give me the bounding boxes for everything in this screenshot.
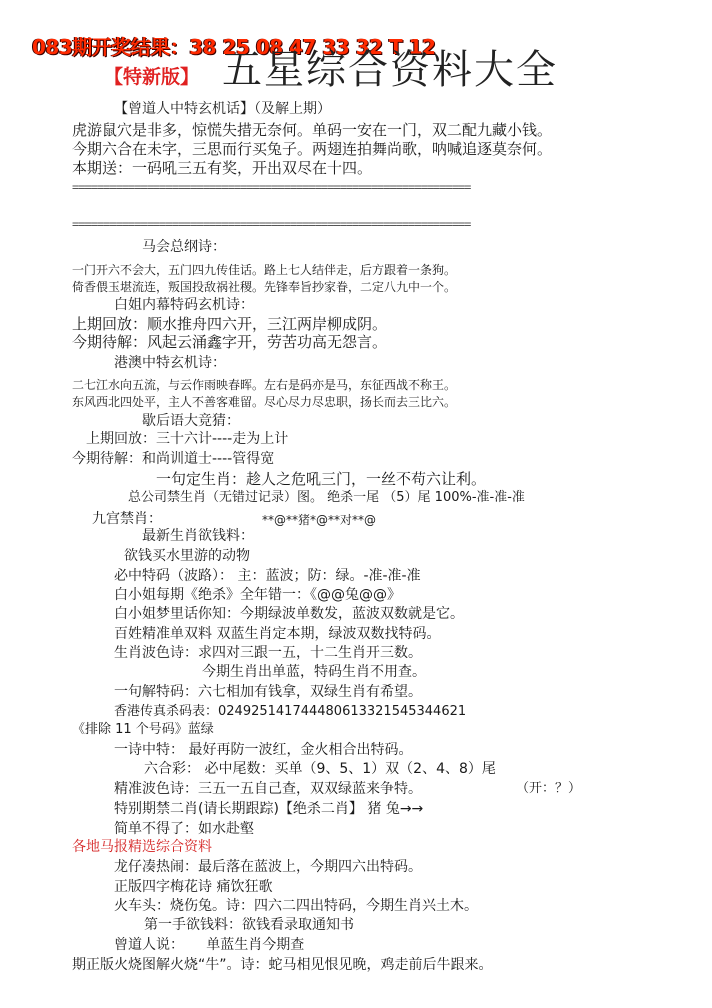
separator-1: ================================================================ bbox=[72, 180, 471, 194]
qianliao-heading: 最新生肖欲钱料： bbox=[142, 528, 254, 544]
qianliao-answer: 欲钱买水里游的动物 bbox=[124, 548, 250, 564]
gangao-heading: 港澳中特玄机诗： bbox=[114, 355, 226, 371]
intro-line-2: 今期六合在未字，三思而行买兔子。两翅连拍舞尚歌，呐喊追逐莫奈何。 bbox=[72, 140, 553, 158]
xiehou-heading: 歇后语大竞猜： bbox=[142, 413, 240, 429]
jingzhun-line: 精准波色诗：三五一五自己查，双双绿蓝来争特。 bbox=[114, 781, 422, 797]
mahui-line-1: 一门开六不会大，五门四九传佳话。路上七人结伴走，后方跟着一条狗。 bbox=[72, 263, 457, 277]
longzai-line: 龙仔凑热闹：最后落在蓝波上，今期四六出特码。 bbox=[114, 859, 422, 875]
shengxiao-bose-line-1: 生肖波色诗：求四对三跟一五，十二生肖开三数。 bbox=[114, 645, 422, 661]
intro-line-3: 本期送：一码吼三五有奖，开出双尽在十四。 bbox=[72, 159, 373, 177]
jingzhun-open: （开：？） bbox=[516, 781, 582, 796]
baijie-curr: 今期待解：风起云涌鑫字开，劳苦功高无怨言。 bbox=[72, 333, 388, 351]
paichu-line: 《排除 11 个号码》蓝绿 bbox=[72, 722, 214, 737]
yiju-jie-line: 一句解特码：六七相加有钱拿，双绿生肖有希望。 bbox=[114, 684, 422, 700]
mengli-line: 白小姐梦里话你知：今期绿波单数发，蓝波双数就是它。 bbox=[114, 606, 464, 622]
zhengban-line: 正版四字梅花诗 痛饮狂歌 bbox=[114, 879, 273, 895]
jiugong-label: 九宫禁肖： bbox=[92, 511, 162, 527]
draw-result-banner: 083期开奖结果：38 25 08 47 33 32 T 12 bbox=[32, 35, 436, 59]
xianggang-line: 香港传真杀码表：02492514174448061332154534462​1 bbox=[114, 704, 467, 719]
gangao-line-1: 二七江水向五流，与云作雨映春晖。左右是码亦是马，东征西战不称王。 bbox=[72, 378, 457, 392]
intro-line-1: 虎游鼠穴是非多，惊慌失措无奈何。单码一安在一门，双二配九藏小钱。 bbox=[72, 121, 553, 139]
huoche-line: 火车头：烧伤兔。诗：四六二四出特码，今期生肖兴土木。 bbox=[114, 898, 478, 914]
baijie-heading: 白姐内幕特码玄机诗： bbox=[114, 297, 254, 313]
gangao-line-2: 东风西北四处平，主人不善客难留。尽心尽力尽忠职，扬长而去三比六。 bbox=[72, 395, 457, 409]
huoshao-line: 期正版火烧图解火烧“牛”。诗：蛇马相见恨见晚，鸡走前后牛跟来。 bbox=[72, 957, 493, 973]
page-title: 五星综合资料大全 bbox=[222, 47, 558, 93]
mahui-line-2: 倚香偎玉堪流连，叛国投敌祸社稷。先锋奉旨抄家眷，二定八九中一个。 bbox=[72, 280, 457, 294]
intro-heading: 【曾道人中特玄机话】（及解上期） bbox=[114, 101, 331, 117]
yiju-ding-shengxiao: 一句定生肖：趁人之危吼三门，一丝不苟六让利。 bbox=[156, 470, 487, 488]
baijie-prev: 上期回放：顺水推舟四六开，三江两岸柳成阴。 bbox=[72, 315, 388, 333]
bozhong-line: 必中特码（波路）： 主：蓝波；防：绿。-准-准-准 bbox=[114, 568, 421, 584]
gedi-heading: 各地马报精选综合资料 bbox=[72, 839, 212, 855]
diyishou-line: 第一手欲钱料：欲钱看录取通知书 bbox=[144, 917, 354, 933]
xiehou-curr: 今期待解：和尚训道士----管得宽 bbox=[72, 451, 275, 467]
edition-badge: 【特新版】 bbox=[104, 66, 200, 88]
yishi-line: 一诗中特： 最好再防一波红，金火相合出特码。 bbox=[114, 742, 413, 758]
liuhecai-line: 六合彩： 必中尾数：买单（9、5、1）双（2、4、8）尾 bbox=[144, 761, 496, 777]
mahui-heading: 马会总纲诗： bbox=[142, 239, 226, 255]
teqiang-line: 特别期禁二肖(请长期跟踪)【绝杀二肖】 猪 兔→→ bbox=[114, 801, 424, 817]
xiehou-prev: 上期回放：三十六计----走为上计 bbox=[86, 431, 289, 447]
separator-2: ================================================================ bbox=[72, 217, 471, 231]
baixiaojie-line: 白小姐每期《绝杀》全年错一：《@@兔@@》 bbox=[114, 587, 401, 603]
zonggongsi-line: 总公司禁生肖（无错过记录）图。 绝杀一尾 （5）尾 100%-准-准-准 bbox=[128, 490, 525, 505]
zengdao-line: 曾道人说： 单蓝生肖今期查 bbox=[114, 937, 305, 953]
baixing-line: 百姓精准单双料 双蓝生肖定本期，绿波双数找特码。 bbox=[114, 626, 441, 642]
jiandan-line: 简单不得了：如水赴壑 bbox=[114, 821, 254, 837]
shengxiao-bose-line-2: 今期生肖出单蓝，特码生肖不用查。 bbox=[202, 664, 426, 680]
jiugong-value: **@**猪*@**对**@ bbox=[262, 513, 377, 527]
